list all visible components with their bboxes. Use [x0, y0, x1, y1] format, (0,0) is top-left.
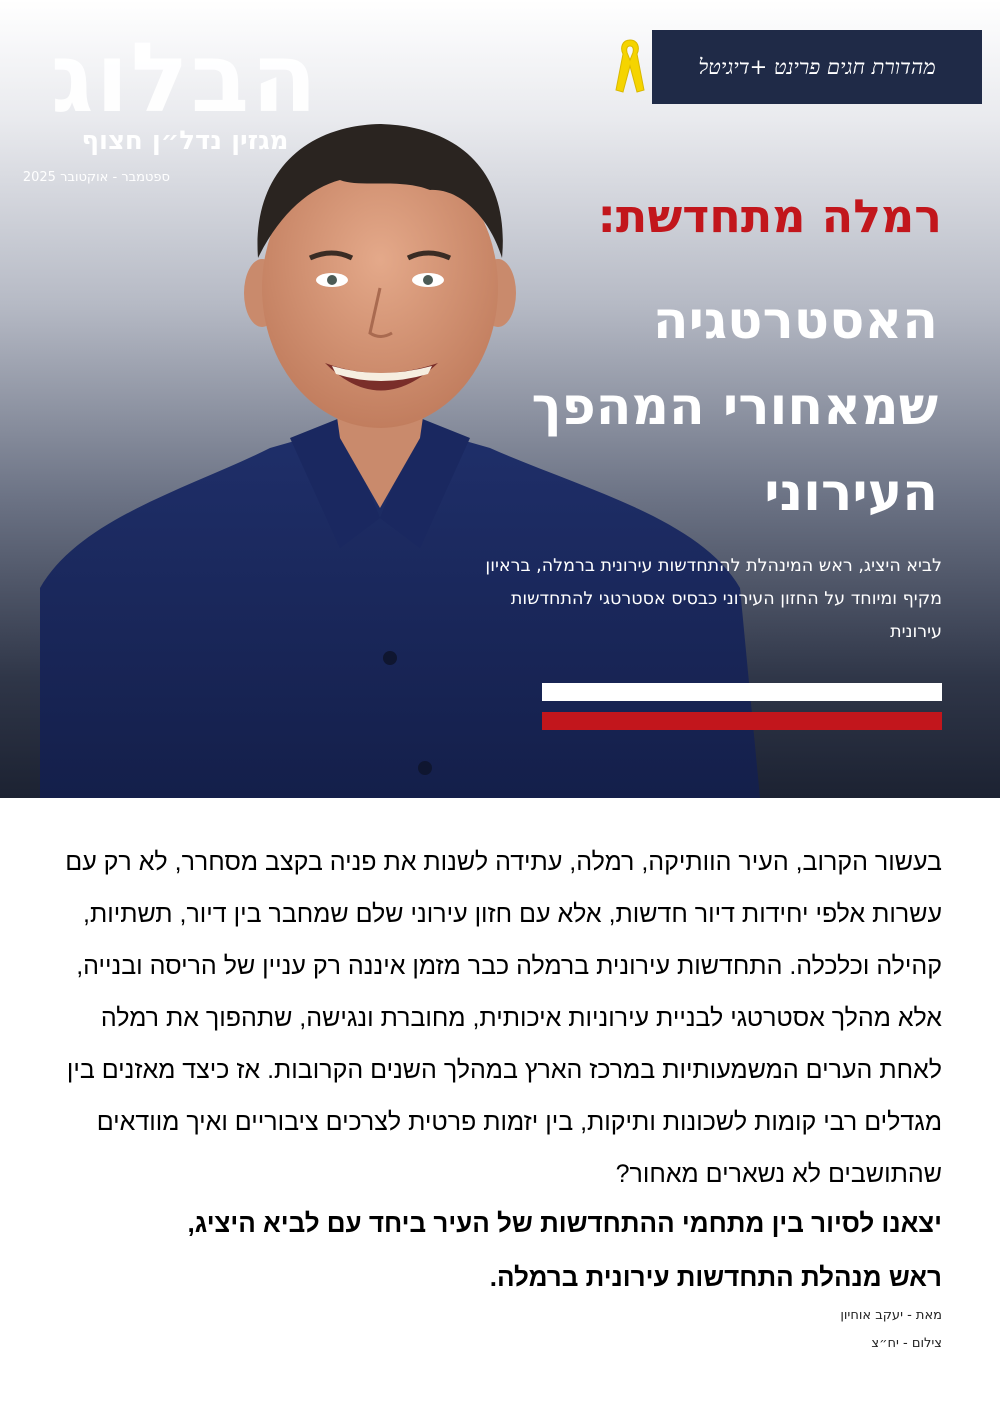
yellow-ribbon-icon	[612, 36, 648, 94]
issue-date: ספטמבר - אוקטובר 2025	[22, 170, 170, 185]
logo-title: הבלוג	[50, 22, 320, 134]
article-bold-intro	[62, 1196, 942, 1304]
photo-credit: צילום - יח״צ	[871, 1336, 942, 1351]
body-paragraph: בעשור הקרוב, העיר הוותיקה, רמלה, עתידה לשנות את פניה בקצב מסחרר, לא רק עם עשרות אלפי יחידות דיור חדשות, אלא עם חזון עירוני שלם שמחבר בין דיור, תשתיות, קהילה וכלכלה. התחדשות עירונית ברמלה כבר מזמן איננה רק עניין של הריסה ובנייה, אלא מהלך אסטרטגי לבניית עירוניות איכותית, מחוברת ונגישה, שתהפוך את רמלה לאחת הערים המשמעותיות במרכז הארץ במהלך השנים הקרובות. אז כיצד מאזנים בין מגדלים רבי קומות לשכונות ותיקות, בין יזמות פרטית לצרכים ציבוריים ואיך מוודאים שהתושבים לא נשארים מאחור?	[65, 848, 942, 1188]
article-body	[62, 836, 942, 1200]
headline-line: שמאחורי המהפך	[531, 377, 938, 437]
article-credits	[840, 1302, 942, 1358]
headline-line: העירוני	[764, 463, 938, 523]
decorative-red-bar	[542, 712, 942, 730]
logo-subtitle: מגזין נדל״ן חצוף	[81, 126, 289, 156]
article-lede: לביא היציג, ראש המינהלת להתחדשות עירונית ברמלה, בראיון מקיף ומיוחד על החזון העירוני כבסיס אסטרטגי להתחדשות עירונית	[485, 556, 942, 642]
headline-line: האסטרטגיה	[652, 291, 938, 351]
headline-title	[518, 278, 938, 536]
bold-line: יצאנו לסיור בין מתחמי ההתחדשות של העיר ביחד עם לביא היציג,	[187, 1208, 942, 1238]
author-credit: מאת - יעקב אוחיון	[840, 1308, 942, 1323]
decorative-white-bar	[542, 683, 942, 701]
bold-line: ראש מנהלת התחדשות עירונית ברמלה.	[489, 1262, 942, 1292]
edition-banner	[652, 30, 982, 104]
headline-kicker: רמלה מתחדשת:	[597, 189, 942, 243]
edition-label: מהדורת חגים פרינט +דיגיטל	[698, 54, 936, 79]
